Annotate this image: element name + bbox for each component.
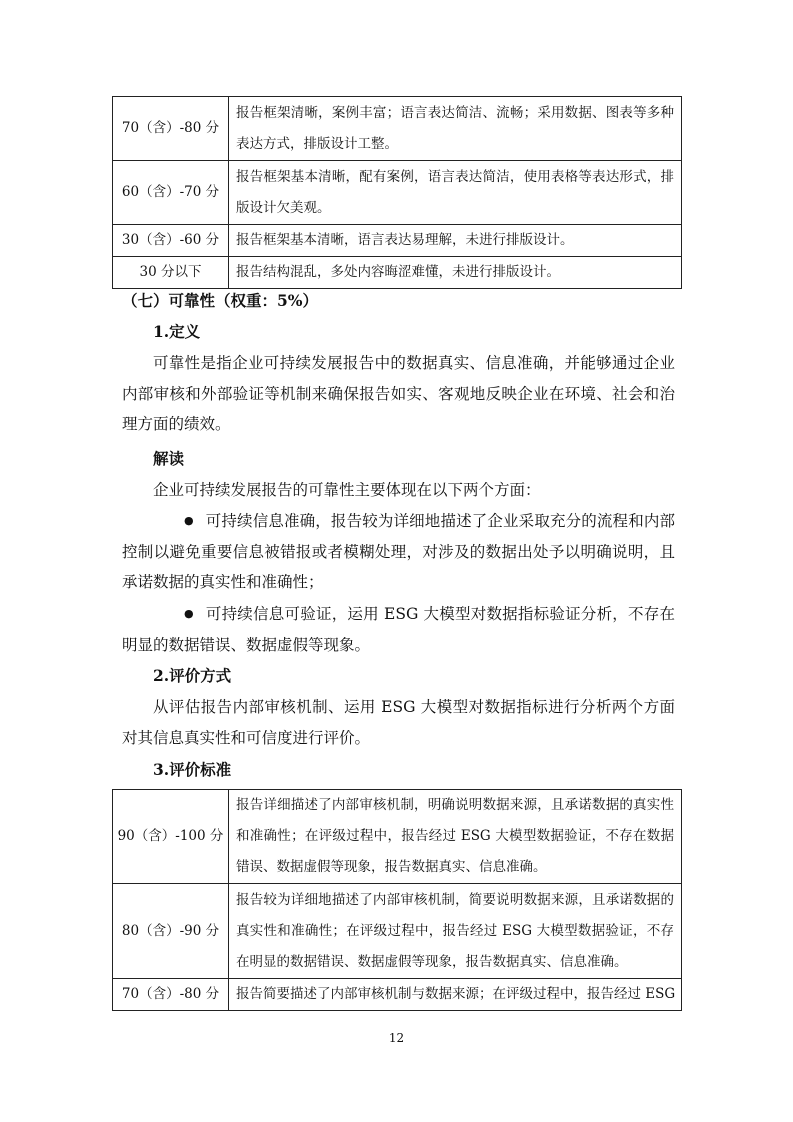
score-range-cell: 70（含）-80 分 (113, 97, 229, 161)
scoring-table-presentation (112, 96, 682, 289)
description-cell: 报告结构混乱，多处内容晦涩难懂，未进行排版设计。 (229, 257, 682, 289)
description-cell: 报告框架清晰，案例丰富；语言表达简洁、流畅；采用数据、图表等多种表达方式，排版设计工整。 (229, 97, 682, 161)
description-cell: 报告框架基本清晰，语言表达易理解，未进行排版设计。 (229, 225, 682, 257)
subheading-evaluation-method: 2.评价方式 (153, 666, 232, 685)
table-row (113, 225, 682, 257)
score-range-cell: 90（含）-100 分 (113, 790, 229, 884)
subheading-evaluation-criteria: 3.评价标准 (153, 760, 232, 779)
bullet-icon: ● (184, 514, 194, 527)
table-row (113, 790, 682, 884)
evaluation-method-paragraph: 从评估报告内部审核机制、运用 ESG 大模型对数据指标进行分析两个方面对其信息真实性和可信度进行评价。 (122, 698, 675, 747)
page-number: 12 (388, 1031, 405, 1045)
description-cell: 报告简要描述了内部审核机制与数据来源；在评级过程中，报告经过 ESG (229, 979, 682, 1011)
description-cell: 报告较为详细地描述了内部审核机制，简要说明数据来源，且承诺数据的真实性和准确性；在评级过程中，报告经过 ESG 大模型数据验证，不存在明显的数据错误、数据虚假等现象，报告数据真实、信息准确。 (229, 884, 682, 979)
subheading-definition: 1.定义 (153, 322, 201, 341)
section-heading: （七）可靠性（权重：5%） (122, 291, 319, 310)
score-range-cell: 60（含）-70 分 (113, 161, 229, 225)
table-row (113, 257, 682, 289)
table-row (113, 161, 682, 225)
interpretation-intro: 企业可持续发展报告的可靠性主要体现在以下两个方面： (153, 481, 541, 499)
table-row (113, 979, 682, 1011)
bullet-icon: ● (184, 607, 194, 620)
score-range-cell: 30 分以下 (113, 257, 229, 289)
bullet-item (122, 506, 675, 598)
subheading-interpretation: 解读 (153, 449, 185, 468)
description-cell: 报告详细描述了内部审核机制，明确说明数据来源，且承诺数据的真实性和准确性；在评级过程中，报告经过 ESG 大模型数据验证，不存在数据错误、数据虚假等现象，报告数据真实、信息准确。 (229, 790, 682, 884)
bullet-text: 可持续信息可验证，运用 ESG 大模型对数据指标验证分析，不存在明显的数据错误、数据虚假等现象。 (122, 605, 675, 654)
table-row (113, 97, 682, 161)
scoring-table-reliability (112, 789, 682, 1011)
bullet-text: 可持续信息准确，报告较为详细地描述了企业采取充分的流程和内部控制以避免重要信息被错报或者模糊处理，对涉及的数据出处予以明确说明，且承诺数据的真实性和准确性； (122, 512, 675, 591)
score-range-cell: 30（含）-60 分 (113, 225, 229, 257)
definition-paragraph: 可靠性是指企业可持续发展报告中的数据真实、信息准确，并能够通过企业内部审核和外部验证等机制来确保报告如实、客观地反映企业在环境、社会和治理方面的绩效。 (122, 354, 675, 433)
score-range-cell: 70（含）-80 分 (113, 979, 229, 1011)
description-cell: 报告框架基本清晰，配有案例，语言表达简洁，使用表格等表达形式，排版设计欠美观。 (229, 161, 682, 225)
bullet-item (122, 599, 675, 660)
table-row (113, 884, 682, 979)
score-range-cell: 80（含）-90 分 (113, 884, 229, 979)
